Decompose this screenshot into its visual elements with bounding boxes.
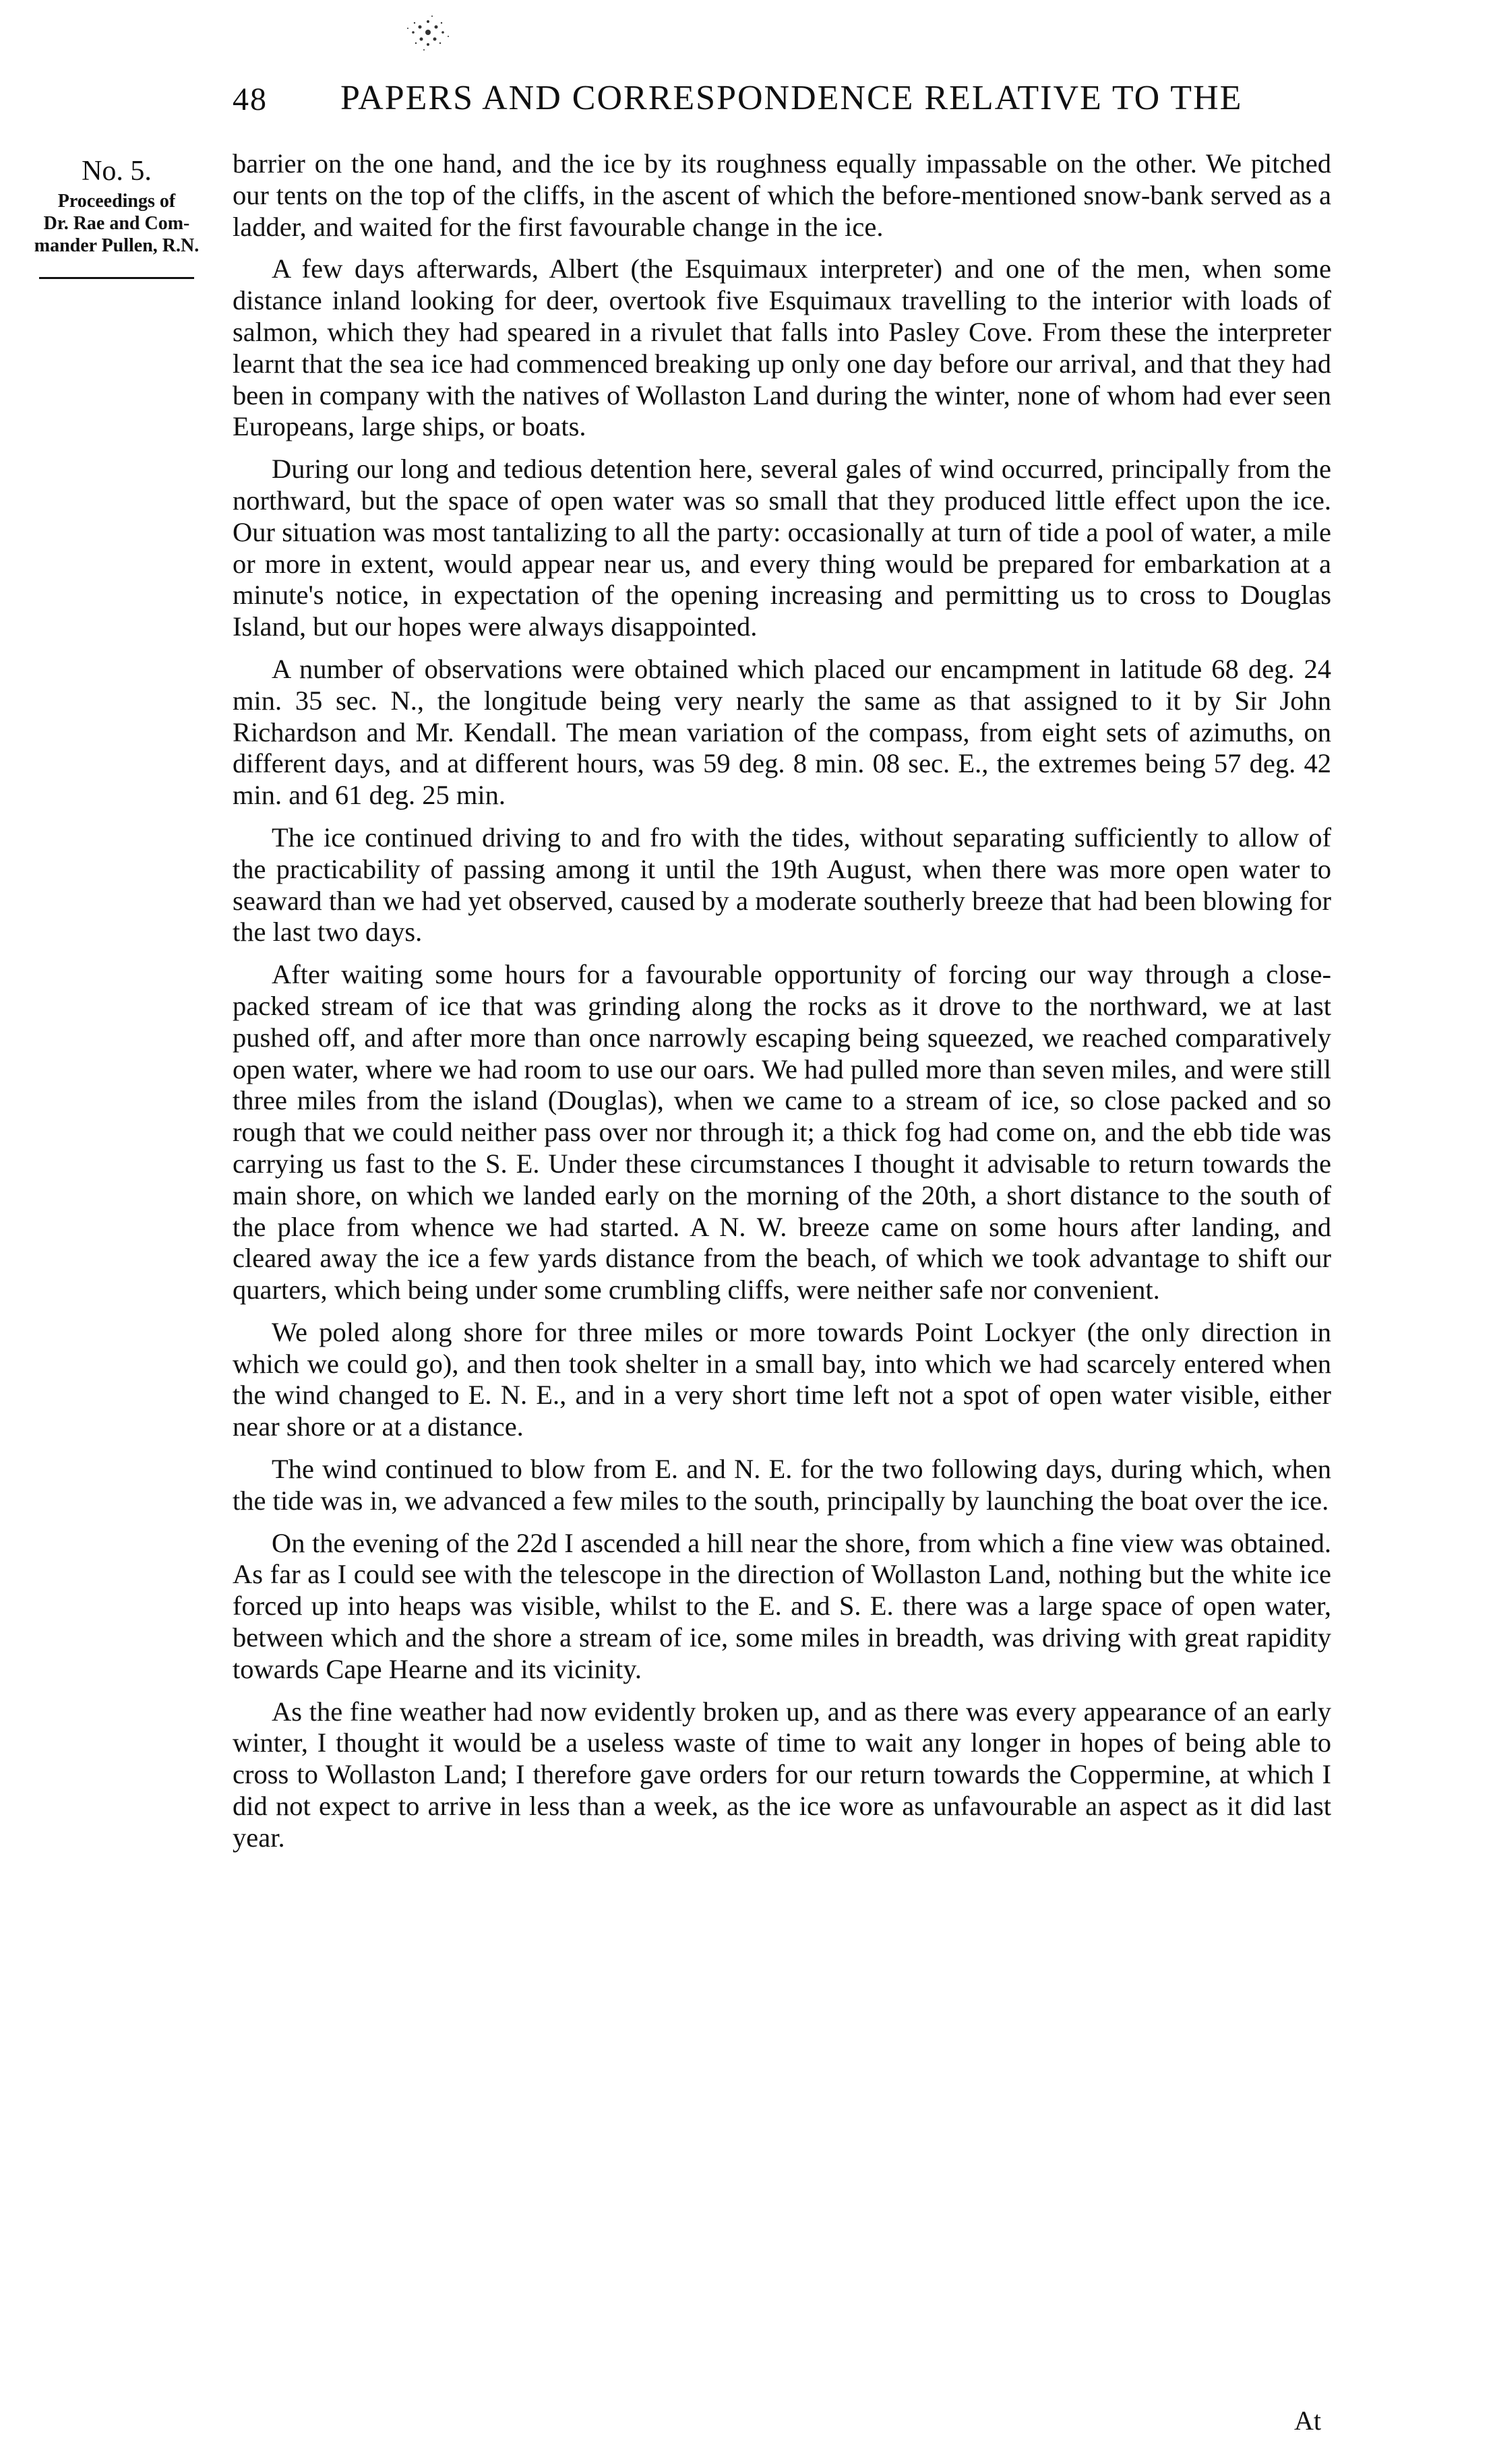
paragraph: As the fine weather had now evidently broken up, and as there was every appearance of an early winter, I thought it would be a useless waste of time to wait any longer in hopes of being able to cross to Wollaston Land; I therefore gave orders for our return towards the Coppermine, at which I did not expect to arrive in less than a week, as the ice wore as unfavourable an aspect as it did last year. (233, 1696, 1331, 1853)
marginal-note-line: Dr. Rae and Com- (43, 213, 190, 234)
paragraph: We poled along shore for three miles or more towards Point Lockyer (the only direction in which we could go), and then took shelter in a small bay, into which we had scarcely entered when the wind changed to E. N. E., and in a very short time left not a spot of open water visible, either near shore or at a distance. (233, 1316, 1331, 1442)
paragraph: barrier on the one hand, and the ice by its roughness equally impassable on the other. We pitched our tents on the top of the cliffs, in the ascent of which the before-mentioned snow-bank served as a ladder, and waited for the first favourable change in the ice. (233, 148, 1331, 242)
paragraph: The ice continued driving to and fro with the tides, without separating sufficiently to allow of the practicability of passing among it until the 19th August, when there was more open water to seaward than we had yet observed, caused by a moderate southerly breeze that had been blowing for the last two days. (233, 822, 1331, 948)
marginal-note (5, 155, 228, 279)
paragraph: During our long and tedious detention here, several gales of wind occurred, principally from the northward, but the space of open water was so small that they produced little effect upon the ice. Our situation was most tantalizing to all the party: occasionally at turn of tide a pool of water, a mile or more in extent, would appear near us, and every thing would be prepared for embarkation at a minute's notice, in expectation of the opening increasing and permitting us to cross to Douglas Island, but our hopes were always disappointed. (233, 454, 1331, 642)
page-number: 48 (233, 82, 268, 117)
document-number: No. 5. (82, 156, 152, 187)
paragraph: The wind continued to blow from E. and N. E. for the two following days, during which, when the tide was in, we advanced a few miles to the south, principally by launching the boat over the ice. (233, 1454, 1331, 1516)
paragraph: A number of observations were obtained which placed our encampment in latitude 68 deg. 24 min. 35 sec. N., the longitude being very nearly the same as that assigned to it by Sir John Richardson and Mr. Kendall. The mean variation of the compass, from eight sets of azimuths, on different days, and at different hours, was 59 deg. 8 min. 08 sec. E., the extremes being 57 deg. 42 min. and 61 deg. 25 min. (233, 653, 1331, 811)
running-title: PAPERS AND CORRESPONDENCE RELATIVE TO THE (340, 79, 1243, 117)
paragraph: On the evening of the 22d I ascended a hill near the shore, from which a fine view was obtained. As far as I could see with the telescope in the direction of Wollaston Land, nothing but the white ice forced up into heaps was visible, whilst to the E. and S. E. there was a large space of open water, between which and the shore a stream of ice, some miles in breadth, was driving with great rapidity towards Cape Hearne and its vicinity. (233, 1527, 1331, 1684)
marginal-note-line: Proceedings of (57, 191, 176, 212)
paragraph: A few days afterwards, Albert (the Esquimaux interpreter) and one of the men, when some distance inland looking for deer, overtook five Esquimaux travelling to the interior with loads of salmon, which they had speared in a rivulet that falls into Pasley Cove. From these the interpreter learnt that the sea ice had commenced breaking up only one day before our arrival, and that they had been in company with the natives of Wollaston Land during the winter, none of whom had ever seen Europeans, large ships, or boats. (233, 253, 1331, 442)
catchword: At (1294, 2405, 1321, 2436)
body-text (233, 148, 1331, 1865)
running-header (233, 73, 1331, 133)
marginal-note-line: mander Pullen, R.N. (34, 235, 200, 256)
paragraph: After waiting some hours for a favourable opportunity of forcing our way through a close-packed stream of ice that was grinding along the rocks as it drove to the northward, we at last pushed off, and after more than once narrowly escaping being squeezed, we reached comparatively open water, where we had room to use our oars. We had pulled more than seven miles, and were still three miles from the island (Douglas), when we came to a stream of ice, so close packed and so rough that we could neither pass over nor through it; a thick fog had come on, and the ebb tide was carrying us fast to the S. E. Under these circumstances I thought it advisable to return towards the main shore, on which we landed early on the morning of the 20th, a short distance to the south of the place from whence we had started. A N. W. breeze came on some hours after landing, and cleared away the ice a few yards distance from the beach, of which we took advantage to shift our quarters, which being under some crumbling cliffs, were neither safe nor convenient. (233, 959, 1331, 1305)
marginal-rule (39, 277, 194, 279)
printers-ornament-icon (394, 5, 462, 59)
